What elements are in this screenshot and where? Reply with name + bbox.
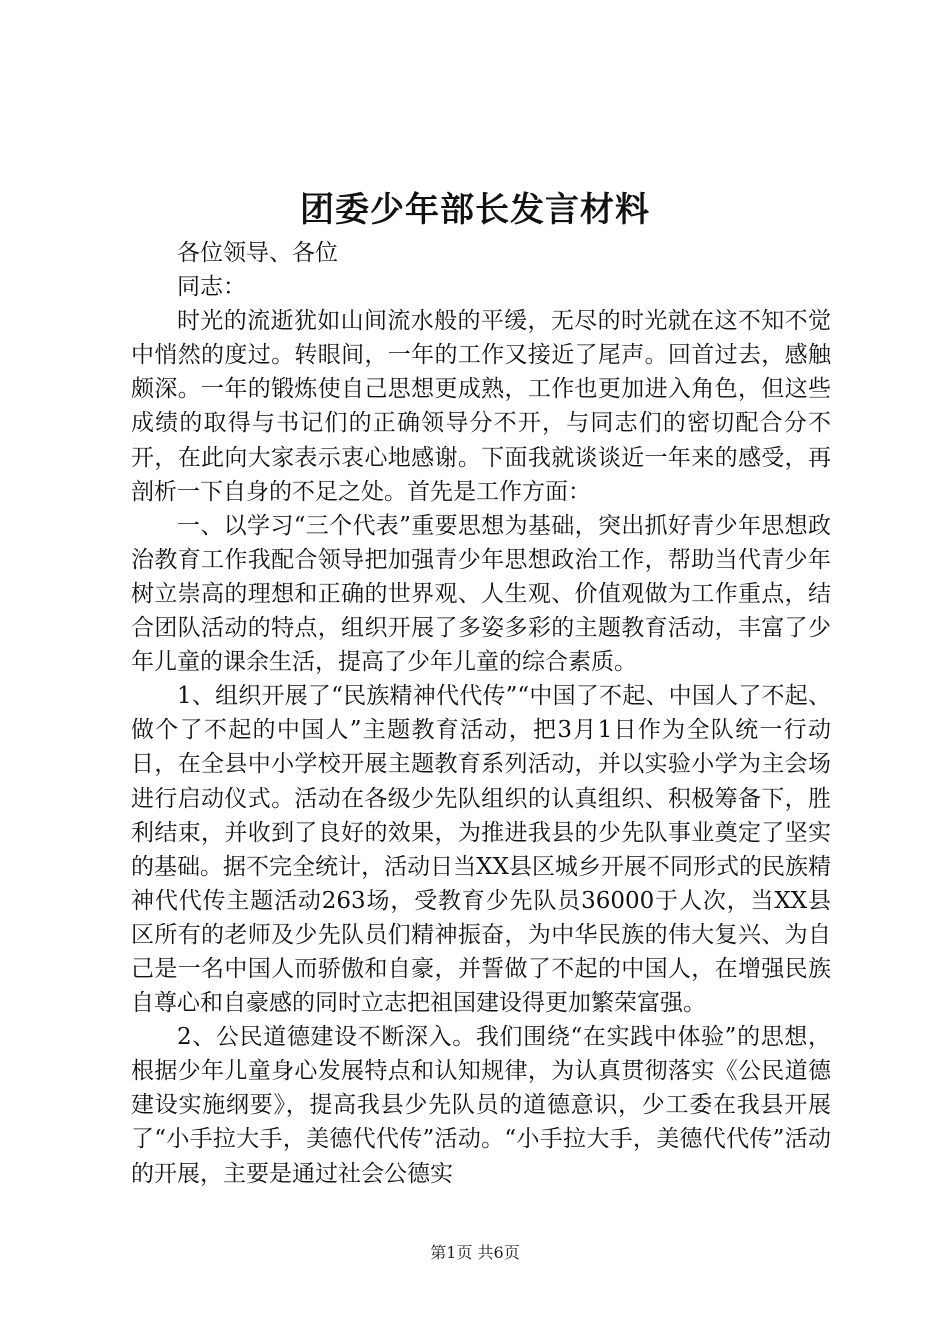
section-one-paragraph: 一、以学习“三个代表”重要思想为基础，突出抓好青少年思想政治教育工作我配合领导把加强青少年思想政治工作，帮助当代青少年树立崇高的理想和正确的世界观、人生观、价值观做为工作重点，结合团队活动的特点，组织开展了多姿多彩的主题教育活动，丰富了少年儿童的课余生活，提高了少年儿童的综合素质。 [131,512,831,676]
document-title: 团委少年部长发言材料 [300,190,650,230]
salutation-line-2: 同志： [177,274,246,301]
item-one-paragraph: 1、组织开展了“民族精神代代传”“中国了不起、中国人了不起、做个了不起的中国人”主题教育活动，把3月1日作为全队统一行动日，在全县中小学校开展主题教育系列活动，并以实验小学为主会场进行启动仪式。活动在各级少先队组织的认真组织、积极筹备下，胜利结束，并收到了良好的效果，为推进我县的少先队事业奠定了坚实的基础。据不完全统计，活动日当XX县区城乡开展不同形式的民族精神代代传主题活动263场，受教育少先队员36000于人次，当XX县区所有的老师及少先队员们精神振奋，为中华民族的伟大复兴、为自己是一名中国人而骄傲和自豪，并誓做了不起的中国人，在增强民族自尊心和自豪感的同时立志把祖国建设得更加繁荣富强。 [131,683,831,1017]
document-body [131,236,831,1191]
intro-paragraph: 时光的流逝犹如山间流水般的平缓，无尽的时光就在这不知不觉中悄然的度过。转眼间，一年的工作又接近了尾声。回首过去，感触颇深。一年的锻炼使自己思想更成熟，工作也更加进入角色，但这些成绩的取得与书记们的正确领导分不开，与同志们的密切配合分不开，在此向大家表示衷心地感谢。下面我就谈谈近一年来的感受，再剖析一下自身的不足之处。首先是工作方面： [131,308,831,505]
item-two-paragraph: 2、公民道德建设不断深入。我们围绕“在实践中体验”的思想，根据少年儿童身心发展特点和认知规律，为认真贯彻落实《公民道德建设实施纲要》，提高我县少先队员的道德意识，少工委在我县开展了“小手拉大手，美德代代传”活动。“小手拉大手，美德代代传”活动的开展，主要是通过社会公德实 [131,1024,831,1187]
salutation-line-1: 各位领导、各位 [177,240,338,266]
page-footer: 第1页 共6页 [430,1243,520,1262]
